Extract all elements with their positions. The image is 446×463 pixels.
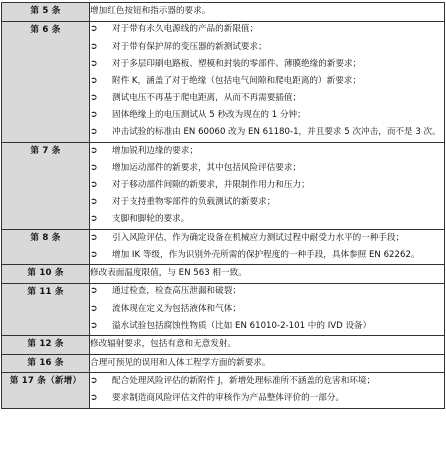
clause-description: [90, 142, 445, 229]
clause-row: [2, 373, 445, 408]
bullet-item: [90, 73, 444, 90]
bullet-item: [90, 56, 444, 73]
clause-row: [2, 283, 445, 336]
clause-summary-text: 增加红色按钮和指示器的要求。: [90, 5, 211, 16]
clause-label: 第 5 条: [2, 3, 90, 22]
arrow-bullet-icon: ➲: [90, 320, 98, 331]
clause-description: [90, 336, 445, 355]
clause-row: [2, 142, 445, 229]
bullet-item: [90, 125, 444, 142]
clause-description: [90, 373, 445, 408]
clause-summary-text: 修改辐射要求，包括有意和无意发射。: [90, 339, 237, 350]
bullet-item-text: 对于支持重物零部件的负载测试的新要求；: [112, 197, 276, 208]
bullet-item-text: 冲击试验的标准由 EN 60060 改为 EN 61180-1，并且要求 5 次冲击，而不是 3 次。: [112, 127, 441, 138]
bullet-item-text: 要求制造商风险评估文件的审核作为产品整体评价的一部分。: [112, 393, 345, 404]
clause-label: 第 8 条: [2, 229, 90, 264]
bullet-item-text: 固体绝缘上的电压测试从 5 秒改为现在的 1 分钟；: [112, 110, 306, 121]
arrow-bullet-icon: ➲: [90, 145, 98, 156]
bullet-item-text: 对于带有保护屏的变压器的新测试要求；: [112, 41, 267, 52]
bullet-item-text: 增加锐利边缘的要求；: [112, 145, 198, 156]
bullet-item: [90, 107, 444, 124]
clause-row: [2, 3, 445, 22]
clause-description: [90, 229, 445, 264]
bullet-item: [90, 143, 444, 160]
arrow-bullet-icon: ➲: [90, 393, 98, 404]
bullet-item-text: 配合处理风险评估的新附件 J，新增处理标准所不涵盖的危害和环境；: [112, 376, 376, 387]
clause-label: 第 7 条: [2, 142, 90, 229]
bullet-item: [90, 22, 444, 39]
clause-row: [2, 354, 445, 373]
clause-label: 第 16 条: [2, 354, 90, 373]
bullet-item-text: 对于带有永久电源线的产品的新限值；: [112, 24, 259, 35]
arrow-bullet-icon: ➲: [90, 24, 98, 35]
clause-description: [90, 265, 445, 284]
arrow-bullet-icon: ➲: [90, 286, 98, 297]
bullet-item: [90, 194, 444, 211]
clause-row: [2, 229, 445, 264]
bullet-item: [90, 160, 444, 177]
arrow-bullet-icon: ➲: [90, 214, 98, 225]
clause-changes-table: [1, 2, 445, 409]
bullet-item-text: 支脚和脚轮的要求。: [112, 214, 190, 225]
clause-label: 第 12 条: [2, 336, 90, 355]
clause-description: [90, 3, 445, 22]
arrow-bullet-icon: ➲: [90, 93, 98, 104]
bullet-item: [90, 177, 444, 194]
bullet-item-text: 对于移动部件间隙的新要求，并限制作用力和压力；: [112, 180, 310, 191]
arrow-bullet-icon: ➲: [90, 180, 98, 191]
bullet-item-text: 测试电压不再基于爬电距离，从而不再需要插值；: [112, 93, 302, 104]
arrow-bullet-icon: ➲: [90, 376, 98, 387]
bullet-item: [90, 318, 444, 335]
bullet-item: [90, 212, 444, 229]
bullet-item-text: 通过检查，检查高压泄漏和破裂；: [112, 286, 241, 297]
clause-label: 第 17 条（新增）: [2, 373, 90, 408]
arrow-bullet-icon: ➲: [90, 75, 98, 86]
arrow-bullet-icon: ➲: [90, 41, 98, 52]
clause-label: 第 6 条: [2, 21, 90, 142]
bullet-item-text: 增加运动部件的新要求，其中包括风险评估要求；: [112, 162, 302, 173]
arrow-bullet-icon: ➲: [90, 127, 98, 138]
clause-row: [2, 21, 445, 142]
bullet-item-text: 流体现在定义为包括液体和气体；: [112, 303, 241, 314]
arrow-bullet-icon: ➲: [90, 232, 98, 243]
bullet-item: [90, 230, 444, 247]
arrow-bullet-icon: ➲: [90, 197, 98, 208]
clause-label: 第 10 条: [2, 265, 90, 284]
clause-table-body: [2, 3, 445, 409]
bullet-item: [90, 390, 444, 407]
bullet-item: [90, 373, 444, 390]
bullet-item-text: 溢水试验包括腐蚀性物质（比如 EN 61010-2-101 中的 IVD 设备）: [112, 320, 372, 331]
bullet-item: [90, 284, 444, 301]
clause-description: [90, 21, 445, 142]
bullet-item: [90, 301, 444, 318]
arrow-bullet-icon: ➲: [90, 249, 98, 260]
arrow-bullet-icon: ➲: [90, 58, 98, 69]
clause-summary-text: 修改表面温度限值，与 EN 563 相一致。: [90, 267, 247, 278]
bullet-item: [90, 39, 444, 56]
bullet-item-text: 增加 IK 等级，作为识别外壳所需的保护程度的一种手段，具体参照 EN 62262。: [112, 249, 420, 260]
clause-description: [90, 283, 445, 336]
arrow-bullet-icon: ➲: [90, 162, 98, 173]
bullet-item-text: 引入风险评估，作为确定设备在机械应力测试过程中耐受力水平的一种手段；: [112, 232, 405, 243]
clause-label: 第 11 条: [2, 283, 90, 336]
clause-row: [2, 336, 445, 355]
arrow-bullet-icon: ➲: [90, 110, 98, 121]
bullet-item-text: 对于多层印刷电路板、塑模和封装的零部件、薄膜绝缘的新要求；: [112, 58, 362, 69]
clause-description: [90, 354, 445, 373]
bullet-item-text: 附件 K，涵盖了对于绝缘（包括电气间隙和爬电距离的）新要求；: [112, 75, 361, 86]
clause-row: [2, 265, 445, 284]
bullet-item: [90, 90, 444, 107]
clause-summary-text: 合理可预见的误用和人体工程学方面的新要求。: [90, 357, 271, 368]
bullet-item: [90, 247, 444, 264]
arrow-bullet-icon: ➲: [90, 303, 98, 314]
